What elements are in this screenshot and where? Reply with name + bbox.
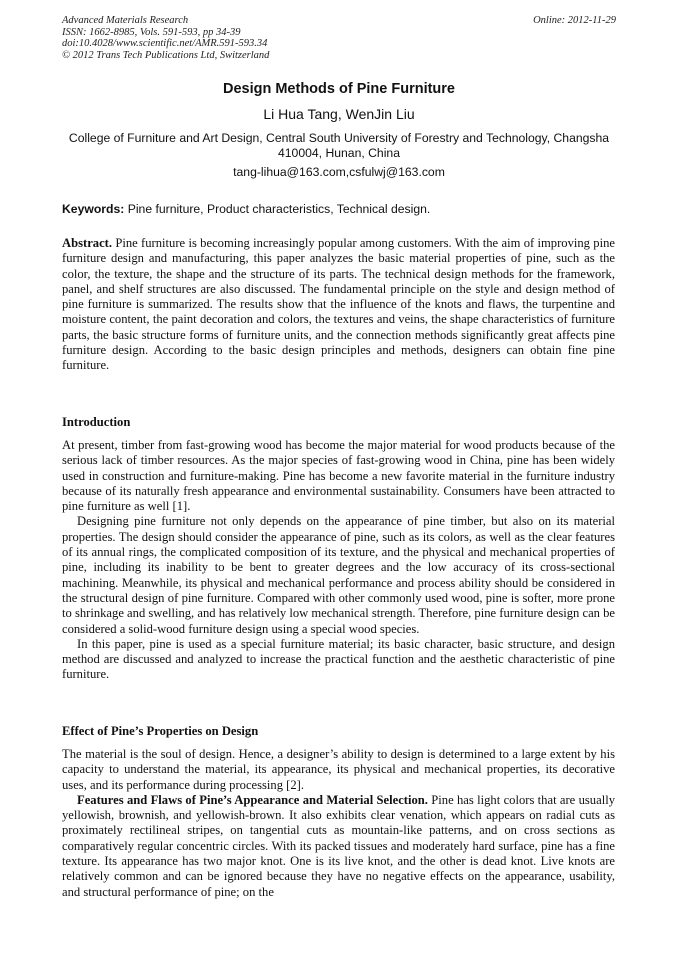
keywords-label: Keywords:: [62, 202, 125, 216]
features-subheading: Features and Flaws of Pine’s Appearance and Material Selection.: [77, 792, 428, 807]
abstract: [62, 236, 615, 374]
effect-heading: Effect of Pine’s Properties on Design: [62, 724, 259, 738]
email: tang-lihua@163.com,csfulwj@163.com: [233, 165, 445, 179]
copyright-line: © 2012 Trans Tech Publications Ltd, Switzerland: [62, 49, 270, 61]
effect-paragraph-2: Pine has light colors that are usually yellowish, brownish, and yellowish-brown. It also exhibits clear venation, which appears on radial cuts as proximately rectilineal stripes, on tangential cuts as mountain-like patterns, and on cross sections as comparatively regular concentric circles. With its packed tissues and moderately hard surface, pine has a fine texture. Its appearance has two major knot. One is its live knot, and the other is dead knot. Live knots are relatively common and can be ignored because they have no negative effects on the appearance, usability, and structural performance of pine; on the: [62, 792, 615, 899]
abstract-text: Pine furniture is becoming increasingly popular among customers. With the aim of improving pine furniture design and manufacturing, this paper analyzes the basic material properties of pine, such as the color, the texture, the shape and the structure of its parts. The technical design methods for the framework, panel, and shelf structures are also discussed. The fundamental principle on the style and design method of pine furniture is summarized. The results show that the influence of the knots and flaws, the turpentine and moisture content, the paint decoration and colors, the textures and veins, the shape characteristics of furniture parts, the basic structure forms of furniture units, and the connection methods significantly great affects pine furniture design. According to the basic design principles and methods, designers can obtain fine pine furniture.: [62, 236, 615, 373]
intro-paragraph-1: At present, timber from fast-growing wood has become the major material for wood products because of the serious lack of timber resources. As the major species of fast-growing wood in China, pine has been widely used in construction and furniture-making. Pine has become a new favorite material in the furniture industry because of its naturally fresh appearance and environmental sustainability. Consumers have been attracted to pine furniture as well [1].: [62, 438, 615, 514]
online-date-text: Online: 2012-11-29: [533, 15, 616, 26]
authors: Li Hua Tang, WenJin Liu: [263, 106, 415, 122]
keywords-text: Pine furniture, Product characteristics, Technical design.: [124, 202, 431, 216]
issn-line: ISSN: 1662-8985, Vols. 591-593, pp 34-39: [62, 26, 241, 38]
intro-paragraph-3: In this paper, pine is used as a special furniture material; its basic character, basic structure, and design method are discussed and analyzed to increase the practical function and the aesthetic characteristic of pine furniture.: [62, 636, 615, 682]
keywords: [62, 202, 616, 216]
introduction-body: [62, 438, 615, 683]
journal-name: Advanced Materials Research: [62, 15, 189, 26]
effect-paragraph-1: The material is the soul of design. Hence, a designer’s ability to design is determined to a large extent by his capacity to understand the material, its appearance, its physical and mechanical properties, its decorative uses, and its performance during processing [2].: [62, 747, 615, 792]
intro-paragraph-2: Designing pine furniture not only depends on the appearance of pine timber, but also on its material properties. The design should consider the appearance of pine, such as its colors, as well as the clear features of its annual rings, the complicated composition of its texture, and the physical and mechanical properties of pine, including its inability to be bent to greater degrees and the low accuracy of its cross-sectional machining. Meanwhile, its physical and mechanical performance and process ability should be considered in the structural design of pine furniture. Compared with other commonly used wood, pine is softer, more prone to shrinkage and swelling, and has relatively low mechanical strength. Therefore, pine furniture design can be considered a solid-wood furniture design using a special wood species.: [62, 514, 616, 636]
paper-title: Design Methods of Pine Furniture: [222, 81, 455, 97]
abstract-label: Abstract.: [62, 236, 113, 250]
doi-line: doi:10.4028/www.scientific.net/AMR.591-593.34: [62, 38, 268, 49]
effect-body: [62, 747, 615, 900]
journal-header: [62, 15, 269, 61]
affiliation: College of Furniture and Art Design, Central South University of Forestry and Technology, Changsha 410004, Hunan, China: [68, 131, 610, 160]
introduction-heading: Introduction: [62, 415, 131, 429]
online-date: [533, 15, 616, 27]
